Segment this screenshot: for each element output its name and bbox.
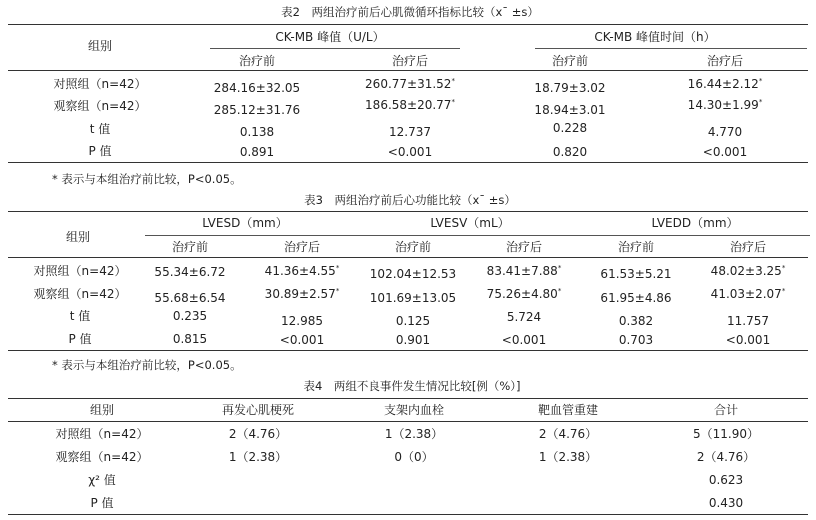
- table2-header-rule: [8, 70, 808, 71]
- table2-cell: 0.138: [239, 125, 275, 139]
- table2-footnote: * 表示与本组治疗前比较，P<0.05。: [52, 172, 242, 186]
- table3-cell: 0.703: [618, 333, 654, 347]
- table2-bottom-rule: [8, 162, 808, 163]
- table3-row-label: P 值: [68, 332, 92, 346]
- table3-cell: <0.001: [279, 333, 325, 347]
- table3-cell: 0.901: [395, 333, 431, 347]
- table4-cell: 0.430: [708, 496, 744, 510]
- table4-cell: 1（2.38）: [538, 450, 598, 464]
- table2-cell: 12.737: [389, 125, 431, 139]
- table2-sub-after-1: 治疗后: [391, 54, 429, 68]
- table2-sub-before-2: 治疗前: [551, 54, 589, 68]
- table3-footnote: * 表示与本组治疗前比较，P<0.05。: [52, 358, 242, 372]
- table2-top-rule: [8, 24, 808, 25]
- table2-cell: 284.16±32.05: [213, 81, 301, 95]
- table2-colgroup-ckmb-time: CK-MB 峰值时间（h）: [594, 30, 716, 44]
- table3-sub-header: 治疗后: [729, 240, 767, 254]
- table2-sub-before-1: 治疗前: [238, 54, 276, 68]
- table4-cell: 1（2.38）: [228, 450, 288, 464]
- table3-cell: 11.757: [727, 314, 769, 328]
- table3-cell: <0.001: [725, 333, 771, 347]
- table4-cell: 0.623: [708, 473, 744, 487]
- table3-sub-header: 治疗后: [505, 240, 543, 254]
- table2-cell: <0.001: [387, 145, 433, 159]
- table2-cell: 0.228: [552, 121, 588, 135]
- table3-cell: 0.235: [172, 309, 208, 323]
- table3-cell: 75.26±4.80*: [486, 287, 562, 301]
- table3-row-label: 观察组（n=42）: [33, 287, 127, 301]
- table2-cell: 18.94±3.01: [534, 103, 606, 117]
- table4-cell: 0（0）: [394, 450, 434, 464]
- table2-colgroup-ckmb: CK-MB 峰值（U/L）: [275, 30, 385, 44]
- table3-cell: <0.001: [501, 333, 547, 347]
- table4-row-label: P 值: [90, 496, 114, 510]
- table3-cell: 41.36±4.55*: [264, 264, 340, 278]
- table3-colgroup-lvedd: LVEDD（mm）: [651, 216, 739, 230]
- table3-cell: 101.69±13.05: [369, 291, 457, 305]
- table2-cell: 14.30±1.99*: [687, 98, 763, 112]
- table2-cell: 186.58±20.77*: [365, 98, 455, 112]
- table2-cell: <0.001: [702, 145, 748, 159]
- table3-caption: 表3 两组治疗前后心功能比较（x¯ ±s）: [304, 193, 516, 207]
- table4-cell: 1（2.38）: [384, 427, 444, 441]
- table3-sub-header: 治疗前: [394, 240, 432, 254]
- table3-cell: 0.815: [172, 332, 208, 346]
- table4-top-rule: [8, 398, 808, 399]
- table3-row-label: 对照组（n=42）: [33, 264, 127, 278]
- table3-cell: 83.41±7.88*: [486, 264, 562, 278]
- table4-row-label: χ² 值: [88, 473, 116, 487]
- table2-caption: 表2 两组治疗前后心肌微循环指标比较（x¯ ±s）: [281, 5, 539, 19]
- table2-sub-after-2: 治疗后: [706, 54, 744, 68]
- table2-cell: 0.891: [239, 145, 275, 159]
- table3-subrule: [145, 235, 810, 236]
- table4-header-group: 组别: [89, 403, 115, 417]
- table4-header-stent-thrombosis: 支架内血栓: [383, 403, 445, 417]
- table4-header-revascularization: 靶血管重建: [537, 403, 599, 417]
- table2-row-label: t 值: [89, 122, 111, 136]
- table2-row-label: 观察组（n=42）: [53, 99, 147, 113]
- table3-top-rule: [8, 211, 808, 212]
- table3-cell: 0.382: [618, 314, 654, 328]
- table2-cell: 0.820: [552, 145, 588, 159]
- table3-cell: 12.985: [281, 314, 323, 328]
- table4-cell: 2（4.76）: [228, 427, 288, 441]
- table2-subrule-1: [210, 48, 460, 49]
- table3-cell: 61.95±4.86: [600, 291, 672, 305]
- table2-cell: 260.77±31.52*: [365, 77, 455, 91]
- table4-caption: 表4 两组不良事件发生情况比较[例（%）]: [303, 379, 521, 393]
- table3-header-rule: [8, 257, 808, 258]
- table2-cell: 18.79±3.02: [534, 81, 606, 95]
- table2-cell: 285.12±31.76: [213, 103, 301, 117]
- table4-cell: 2（4.76）: [538, 427, 598, 441]
- table4-header-reinfarction: 再发心肌梗死: [221, 403, 295, 417]
- table3-cell: 55.34±6.72: [154, 265, 226, 279]
- table4-header-rule: [8, 421, 808, 422]
- table3-sub-header: 治疗后: [283, 240, 321, 254]
- table3-cell: 30.89±2.57*: [264, 287, 340, 301]
- table3-cell: 55.68±6.54: [154, 291, 226, 305]
- table2-row-label: P 值: [88, 144, 112, 158]
- table3-cell: 41.03±2.07*: [710, 287, 786, 301]
- table2-cell: 4.770: [707, 125, 743, 139]
- table4-cell: 2（4.76）: [696, 450, 756, 464]
- table3-cell: 102.04±12.53: [369, 267, 457, 281]
- table3-bottom-rule: [8, 350, 808, 351]
- table4-bottom-rule: [8, 514, 808, 515]
- table2-row-label: 对照组（n=42）: [53, 77, 147, 91]
- table3-group-header: 组别: [65, 230, 91, 244]
- table3-colgroup-lvesd: LVESD（mm）: [202, 216, 288, 230]
- table4-cell: 5（11.90）: [693, 427, 759, 441]
- table3-cell: 48.02±3.25*: [710, 264, 786, 278]
- table3-cell: 0.125: [395, 314, 431, 328]
- table3-cell: 5.724: [506, 310, 542, 324]
- table2-subrule-2: [535, 48, 807, 49]
- table4-header-total: 合计: [713, 403, 739, 417]
- table3-row-label: t 值: [69, 309, 91, 323]
- table2-group-header: 组别: [87, 39, 113, 53]
- table2-cell: 16.44±2.12*: [687, 77, 763, 91]
- table3-cell: 61.53±5.21: [600, 267, 672, 281]
- table4-row-label: 对照组（n=42）: [55, 427, 149, 441]
- table4-row-label: 观察组（n=42）: [55, 450, 149, 464]
- table3-colgroup-lvesv: LVESV（mL）: [430, 216, 510, 230]
- table3-sub-header: 治疗前: [171, 240, 209, 254]
- table3-sub-header: 治疗前: [617, 240, 655, 254]
